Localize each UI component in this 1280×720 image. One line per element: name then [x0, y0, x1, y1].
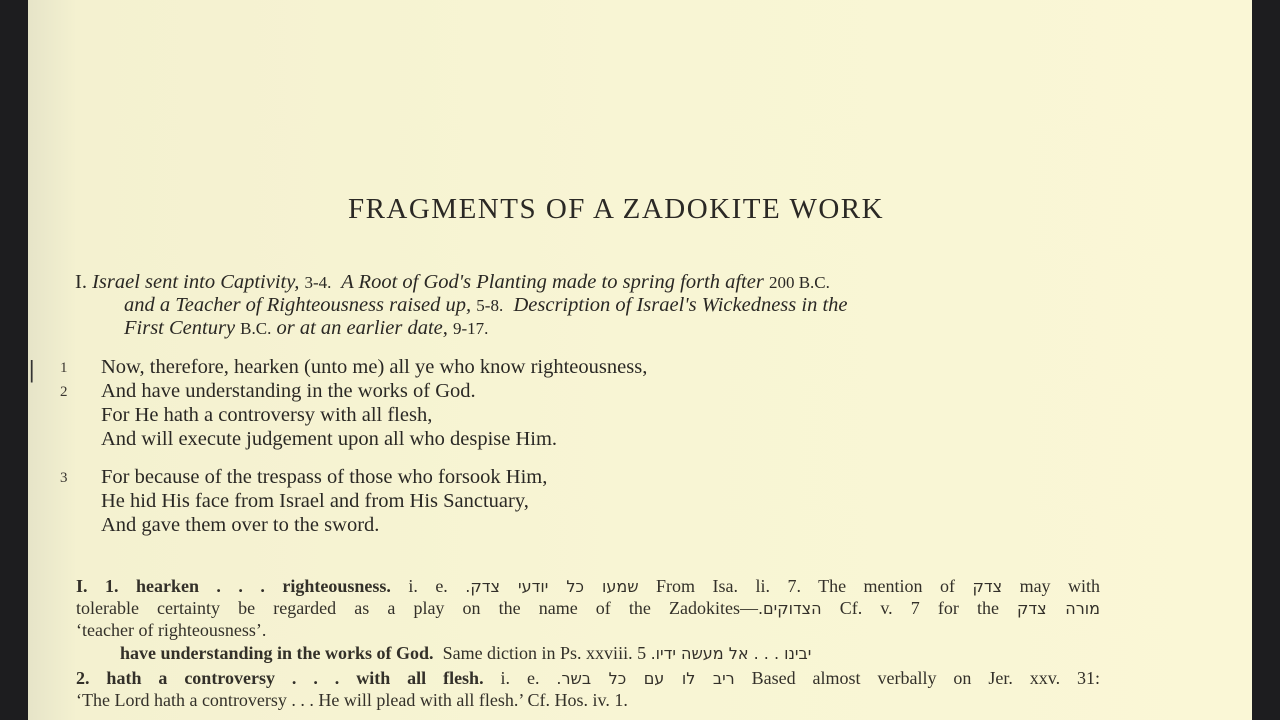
- verse-number: 2: [60, 384, 68, 400]
- verse-number: 3: [60, 470, 68, 486]
- footnote-text: Cf. v. 7 for the: [839, 598, 999, 618]
- summary-text: A Root of God's Planting made to spring forth after: [341, 271, 764, 293]
- section-summary-line-3: [124, 317, 488, 340]
- footnote-text: Based almost verbally on Jer. xxv. 31:: [751, 668, 1101, 688]
- footnote-text: i. e.: [408, 576, 448, 596]
- margin-mark: |: [28, 358, 36, 383]
- summary-text: First Century: [124, 317, 236, 339]
- summary-text: Description of Israel's Wickedness in the: [513, 294, 848, 316]
- verse-number: 1: [60, 360, 68, 376]
- footnote-text: tolerable certainty be regarded as a play on the name of the Zadokites—: [76, 598, 758, 618]
- footnote-line: [76, 576, 1100, 597]
- section-numeral: I.: [75, 271, 87, 293]
- summary-date: B.C.: [240, 319, 272, 338]
- document-page: [28, 0, 1252, 720]
- footnote-text: From Isa. li. 7. The mention of: [656, 576, 956, 596]
- summary-ref: 3-4.: [304, 273, 332, 292]
- hebrew-text: מורה צדק: [1017, 599, 1101, 618]
- summary-text: and a Teacher of Righteousness raised up,: [124, 294, 472, 316]
- hebrew-text: יבינו . . . אל מעשה ידיו.: [650, 644, 812, 663]
- verse-line: Now, therefore, hearken (unto me) all ye who know righteousness,: [101, 356, 648, 378]
- hebrew-text: שמעו כל יודעי צדק.: [465, 577, 639, 596]
- hebrew-text: ריב לו עם כל בשר.: [556, 669, 735, 688]
- verse-line: And have understanding in the works of God.: [101, 380, 476, 402]
- verse-line: And will execute judgement upon all who despise Him.: [101, 428, 558, 450]
- footnote-text: Same diction in Ps. xxviii. 5: [442, 643, 647, 663]
- footnote-line: [76, 598, 1100, 619]
- summary-ref: 5-8.: [476, 296, 504, 315]
- verse-line: And gave them over to the sword.: [101, 514, 380, 536]
- footnote-line: [120, 643, 811, 664]
- summary-text: or at an earlier date,: [276, 317, 448, 339]
- hebrew-text: הצדוקים.: [757, 599, 822, 618]
- footnote-line: ‘The Lord hath a controversy . . . He will plead with all flesh.’ Cf. Hos. iv. 1.: [76, 690, 628, 710]
- verse-line: He hid His face from Israel and from His Sanctuary,: [101, 490, 529, 512]
- summary-date: 200 B.C.: [768, 273, 830, 292]
- footnote-line: ‘teacher of righteousness’.: [76, 620, 267, 640]
- footnote-text: i. e.: [500, 668, 540, 688]
- footnote-lemma: I. 1. hearken . . . righteousness.: [76, 576, 391, 596]
- footnote-lemma: 2. hath a controversy . . . with all flesh.: [76, 668, 484, 688]
- section-summary-line-1: [75, 271, 830, 294]
- section-summary-line-2: [124, 294, 848, 317]
- page-title: FRAGMENTS OF A ZADOKITE WORK: [347, 193, 885, 225]
- hebrew-text: צדק: [972, 577, 1003, 596]
- footnote-line: [76, 668, 1100, 689]
- verse-line: For because of the trespass of those who forsook Him,: [101, 466, 548, 488]
- summary-ref: 9-17.: [453, 319, 489, 338]
- footnote-lemma: have understanding in the works of God.: [120, 643, 434, 663]
- verse-line: For He hath a controversy with all flesh,: [101, 404, 433, 426]
- footnote-text: may with: [1019, 576, 1101, 596]
- summary-text: Israel sent into Captivity,: [92, 271, 300, 293]
